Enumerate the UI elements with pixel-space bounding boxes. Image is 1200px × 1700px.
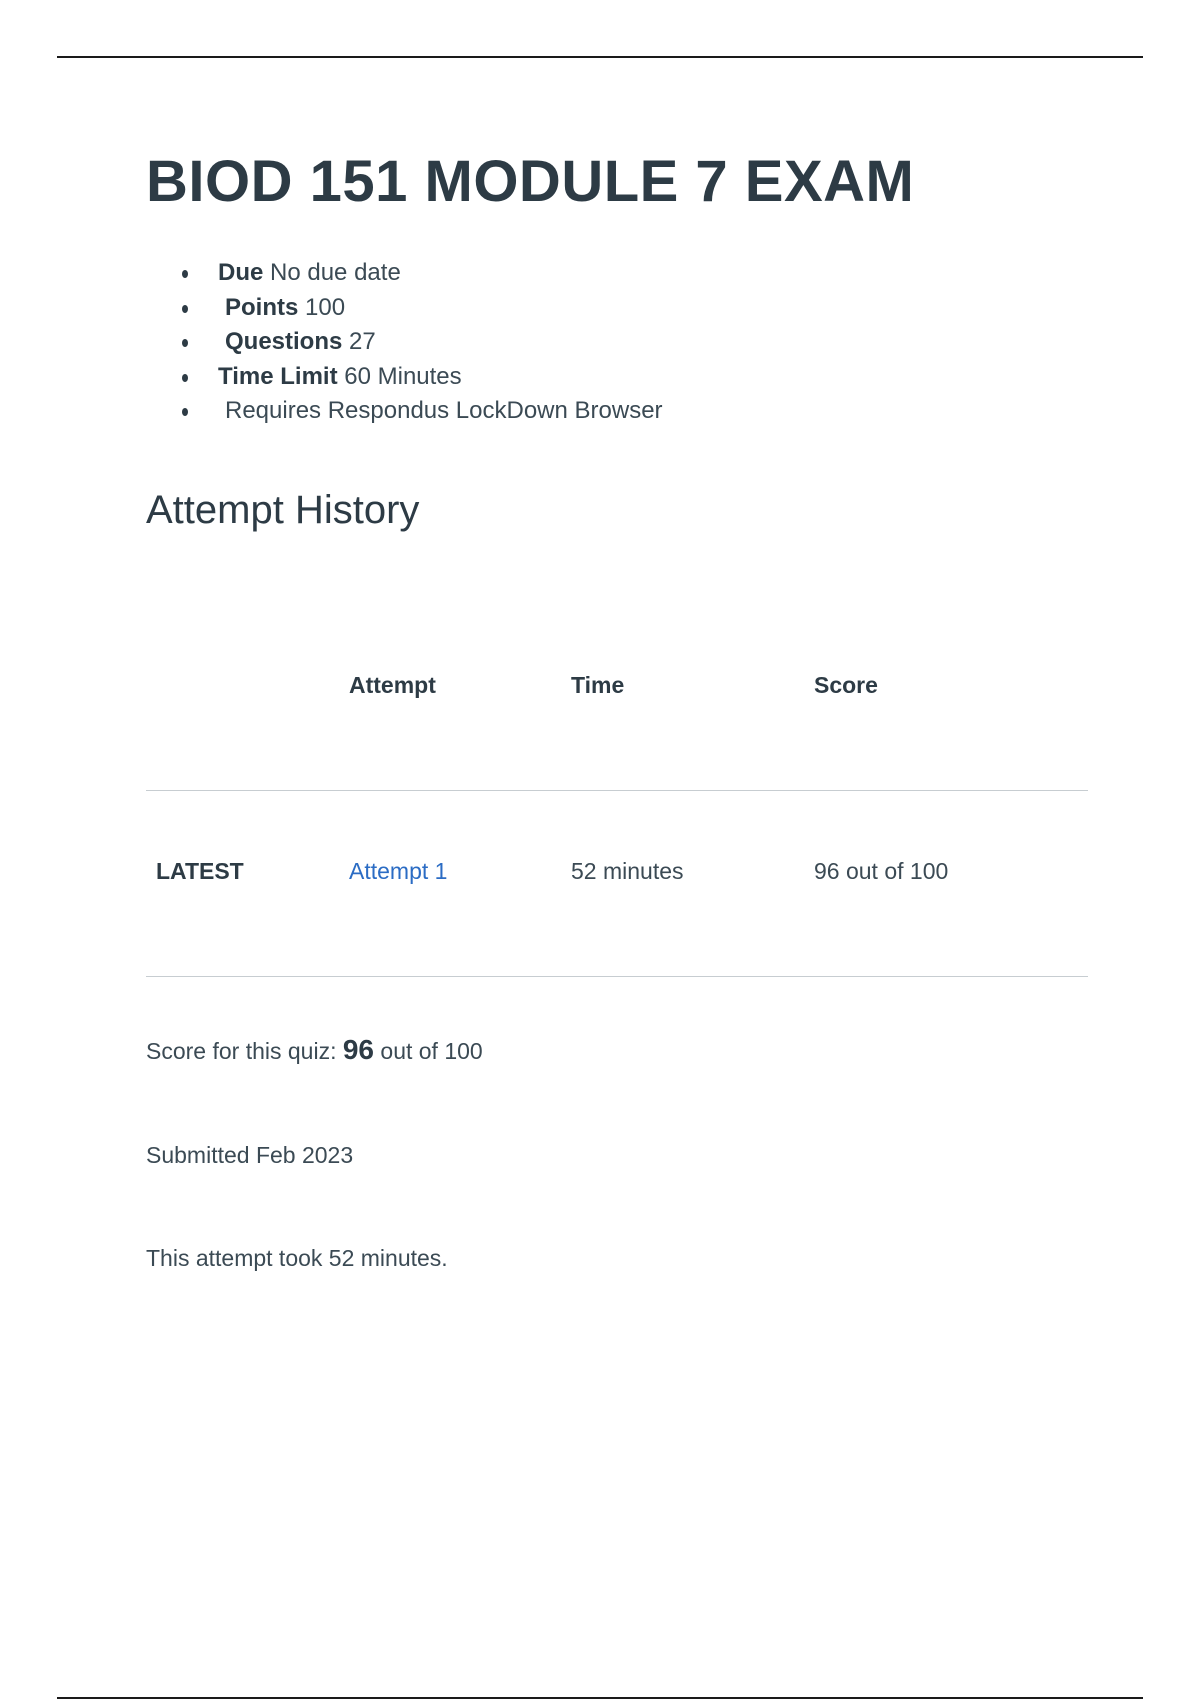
page-title: BIOD 151 MODULE 7 EXAM — [146, 149, 915, 214]
submitted-date: Submitted Feb 2023 — [146, 1142, 354, 1168]
score-value: 96 — [342, 1034, 375, 1065]
detail-value: 60 Minutes — [344, 362, 462, 390]
table-divider — [146, 976, 1088, 977]
quiz-score-summary — [146, 1034, 483, 1066]
detail-value: 27 — [349, 328, 376, 355]
latest-badge: LATEST — [156, 858, 244, 884]
detail-value: Requires Respondus LockDown Browser — [225, 397, 663, 424]
bullet-icon — [182, 374, 188, 382]
detail-label: Points — [225, 293, 299, 321]
attempt-history-heading: Attempt History — [146, 488, 420, 532]
attempt-time: 52 minutes — [571, 858, 684, 884]
bullet-icon — [182, 305, 188, 313]
table-divider — [146, 790, 1088, 791]
column-header-attempt: Attempt — [349, 672, 436, 698]
detail-label: Due — [218, 259, 264, 286]
column-header-time: Time — [571, 672, 625, 698]
detail-label: Questions — [225, 328, 343, 355]
attempt-duration: This attempt took 52 minutes. — [146, 1245, 448, 1271]
bottom-divider — [57, 1697, 1143, 1699]
score-prefix: Score for this quiz: — [146, 1038, 337, 1064]
top-divider — [57, 56, 1143, 58]
detail-value: No due date — [270, 259, 401, 286]
detail-value: 100 — [305, 293, 346, 321]
detail-label: Time Limit — [218, 362, 338, 390]
bullet-icon — [182, 270, 188, 278]
column-header-score: Score — [814, 672, 878, 698]
score-suffix: out of 100 — [380, 1038, 483, 1064]
attempt-score: 96 out of 100 — [814, 858, 949, 884]
bullet-icon — [182, 339, 188, 347]
attempt-1-link[interactable]: Attempt 1 — [349, 858, 448, 884]
bullet-icon — [182, 408, 188, 416]
